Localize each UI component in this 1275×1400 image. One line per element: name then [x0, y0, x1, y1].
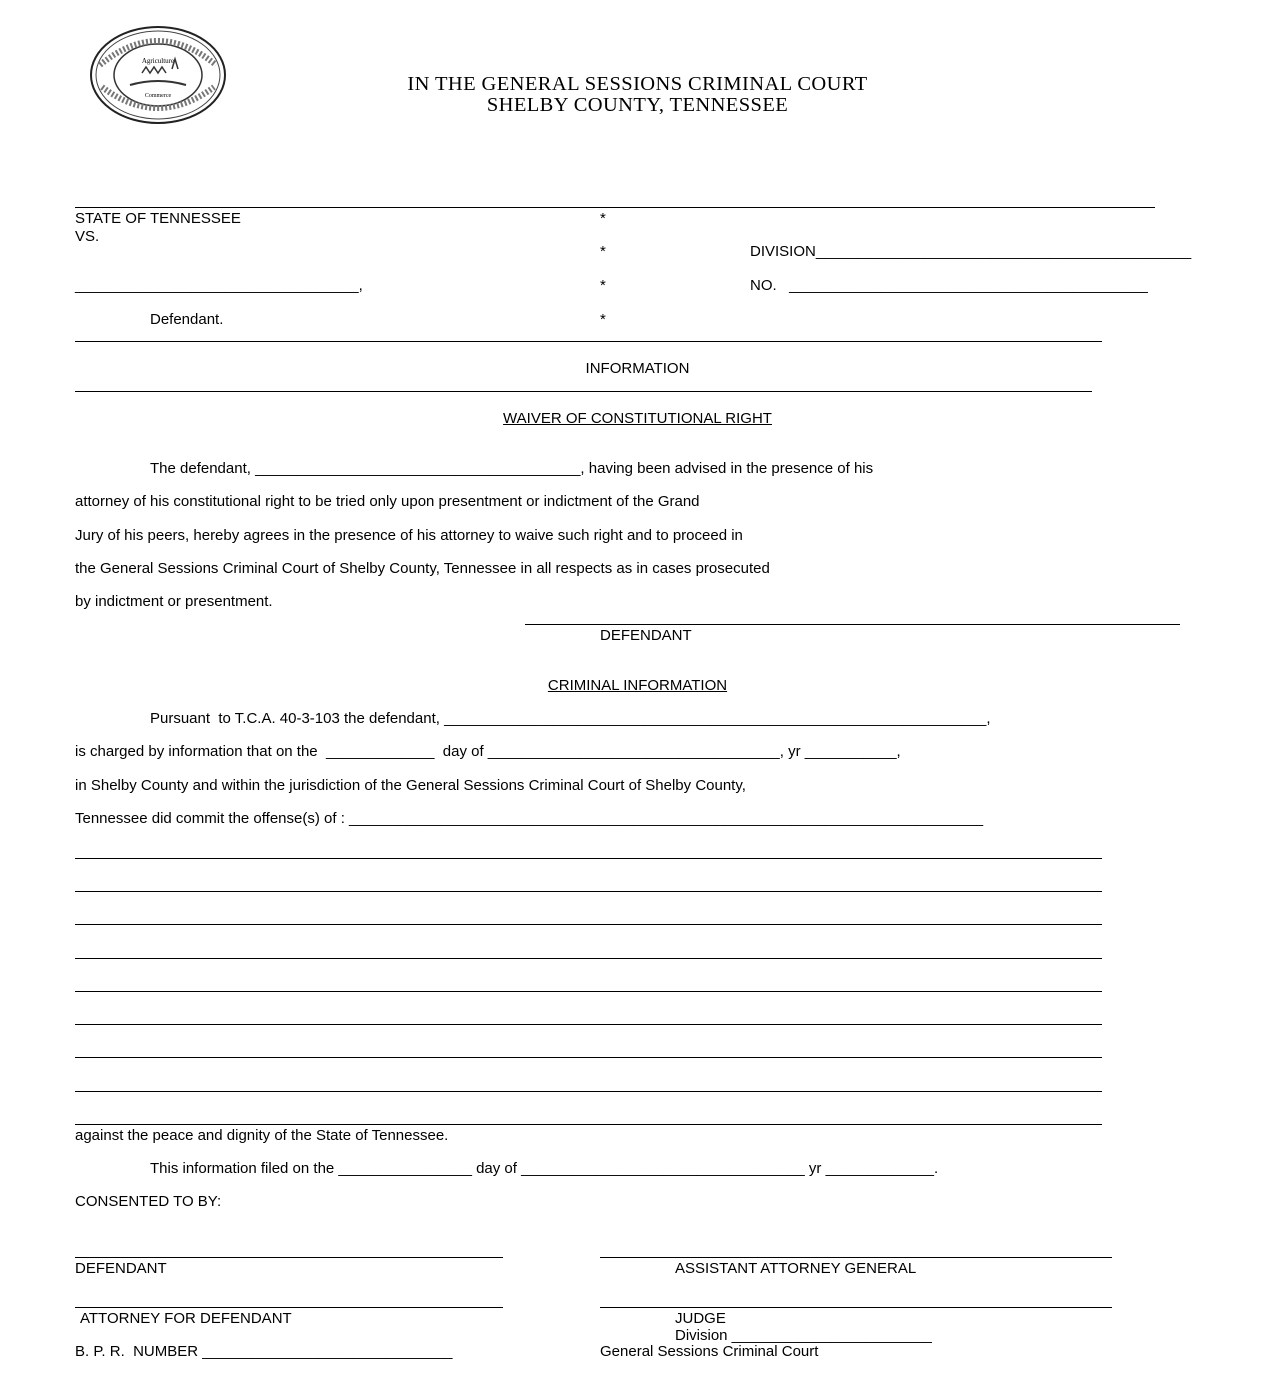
- judge-label: JUDGE: [675, 1310, 726, 1327]
- aag-signature-line[interactable]: [600, 1257, 1112, 1258]
- defendant-signature-label: DEFENDANT: [600, 627, 692, 644]
- caption-top-rule: [75, 207, 1155, 208]
- offense-blank-line[interactable]: [75, 924, 1102, 925]
- consented-to-by: CONSENTED TO BY:: [75, 1193, 222, 1210]
- waiver-paragraph-line: Jury of his peers, hereby agrees in the presence of his attorney to waive such right and to proceed in: [75, 527, 743, 544]
- criminal-information-heading: CRIMINAL INFORMATION: [547, 677, 728, 694]
- judge-division-field[interactable]: Division ________________________: [675, 1327, 932, 1344]
- court-title-line2: SHELBY COUNTY, TENNESSEE: [486, 94, 789, 116]
- document-title: INFORMATION: [585, 360, 690, 377]
- defendant-caption-label: Defendant.: [150, 311, 224, 328]
- caption-star: *: [600, 210, 606, 227]
- aag-label: ASSISTANT ATTORNEY GENERAL: [675, 1260, 917, 1277]
- bpr-number-field[interactable]: B. P. R. NUMBER ______________________________: [75, 1343, 453, 1360]
- caption-star: *: [600, 243, 606, 260]
- court-title-line1: IN THE GENERAL SESSIONS CRIMINAL COURT: [407, 73, 868, 95]
- offense-blank-line[interactable]: [75, 1091, 1102, 1092]
- court-name-label: General Sessions Criminal Court: [600, 1343, 819, 1360]
- offense-blank-line[interactable]: [75, 1057, 1102, 1058]
- filed-date-line[interactable]: This information filed on the ________________ day of __________________________________ yr _____________.: [150, 1160, 939, 1177]
- offense-blank-line[interactable]: [75, 991, 1102, 992]
- criminal-info-line: in Shelby County and within the jurisdiction of the General Sessions Criminal Court of Shelby County,: [75, 777, 746, 794]
- offense-blank-line[interactable]: [75, 958, 1102, 959]
- title-rule: [75, 391, 1092, 392]
- criminal-info-line[interactable]: Tennessee did commit the offense(s) of : ____________________________________________________________________________: [75, 810, 984, 827]
- criminal-info-line[interactable]: Pursuant to T.C.A. 40-3-103 the defendant, _________________________________________________________________,: [150, 710, 991, 727]
- waiver-paragraph-line: the General Sessions Criminal Court of Shelby County, Tennessee in all respects as in cases prosecuted: [75, 560, 770, 577]
- defendant-signature-line[interactable]: [525, 624, 1180, 625]
- defendant-consent-signature-line[interactable]: [75, 1257, 503, 1258]
- offense-blank-line[interactable]: [75, 858, 1102, 859]
- criminal-info-line[interactable]: is charged by information that on the _____________ day of ___________________________________, yr ___________,: [75, 743, 901, 760]
- waiver-heading: WAIVER OF CONSTITUTIONAL RIGHT: [503, 410, 772, 427]
- caption-star: *: [600, 277, 606, 294]
- seal-commerce: Commerce: [144, 93, 172, 99]
- closing-statement: against the peace and dignity of the State of Tennessee.: [75, 1127, 449, 1144]
- caption-star: *: [600, 311, 606, 328]
- division-field[interactable]: DIVISION_____________________________________________: [750, 243, 1192, 260]
- case-number-field[interactable]: NO. ___________________________________________: [750, 277, 1148, 294]
- seal-motto: Agriculture: [141, 57, 175, 65]
- attorney-label: ATTORNEY FOR DEFENDANT: [80, 1310, 292, 1327]
- waiver-paragraph-line: by indictment or presentment.: [75, 593, 273, 610]
- judge-signature-line[interactable]: [600, 1307, 1112, 1308]
- caption-bottom-rule: [75, 341, 1102, 342]
- defendant-name-blank[interactable]: __________________________________,: [75, 277, 363, 294]
- waiver-paragraph-line[interactable]: The defendant, _______________________________________, having been advised in the presence of his: [150, 460, 874, 477]
- offense-blank-line[interactable]: [75, 1124, 1102, 1125]
- attorney-signature-line[interactable]: [75, 1307, 503, 1308]
- offense-blank-line[interactable]: [75, 1024, 1102, 1025]
- state-of-tennessee: STATE OF TENNESSEE: [75, 210, 241, 227]
- versus-label: VS.: [75, 228, 100, 245]
- defendant-consent-label: DEFENDANT: [75, 1260, 167, 1277]
- offense-blank-line[interactable]: [75, 891, 1102, 892]
- waiver-paragraph-line: attorney of his constitutional right to be tried only upon presentment or indictment of the Grand: [75, 493, 700, 510]
